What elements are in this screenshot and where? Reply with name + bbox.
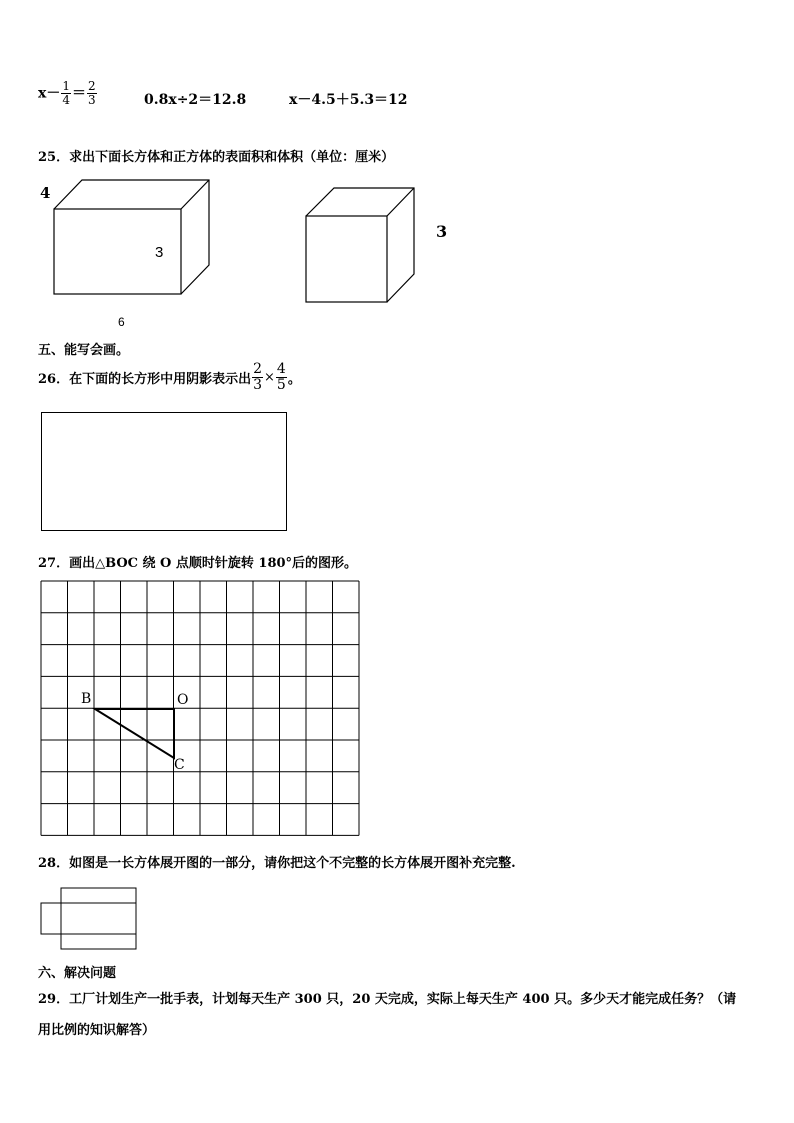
equation-2: 0.8x÷2＝12.8	[144, 92, 247, 108]
cuboid-length-label: 6	[118, 315, 125, 329]
fraction-numerator: 2	[253, 360, 263, 377]
equation-1-prefix: x－	[38, 85, 61, 102]
point-b-label: B	[81, 691, 92, 707]
question-29-line-1: 29．工厂计划生产一批手表，计划每天生产 300 只，20 天完成，实际上每天生产 400 只。多少天才能完成任务？（请	[38, 992, 737, 1007]
net-center-column	[61, 888, 136, 949]
equals-sign: ＝	[72, 85, 86, 102]
fraction-denominator: 3	[88, 93, 96, 107]
fraction-numerator: 1	[62, 79, 70, 93]
cuboid-height-label: 4	[40, 184, 51, 202]
question-26-suffix: 。	[287, 371, 301, 387]
cube-edge-label: 3	[436, 222, 448, 241]
question-28-text: 28．如图是一长方体展开图的一部分，请你把这个不完整的长方体展开图补充完整.	[38, 856, 516, 871]
question-25-text: 25．求出下面长方体和正方体的表面积和体积（单位：厘米）	[38, 150, 395, 165]
question-27-text: 27．画出△BOC 绕 O 点顺时针旋转 180°后的图形。	[38, 556, 358, 571]
fraction-denominator: 4	[62, 93, 70, 107]
equation-3: x－4.5＋5.3＝12	[289, 92, 408, 108]
point-o-label: O	[177, 692, 189, 708]
net-side-face	[41, 903, 61, 934]
cuboid-width-label: 3	[155, 244, 164, 261]
point-c-label: C	[174, 757, 185, 773]
section-6-title: 六、解决问题	[38, 966, 117, 981]
fraction-numerator: 4	[276, 360, 286, 377]
fraction-denominator: 5	[276, 376, 286, 393]
question-29-line-2: 用比例的知识解答）	[38, 1023, 156, 1038]
fraction-numerator: 2	[88, 79, 96, 93]
section-5-title: 五、能写会画。	[38, 343, 130, 358]
question-26-prefix: 26．在下面的长方形中用阴影表示出	[38, 371, 252, 387]
fraction-denominator: 3	[253, 376, 263, 393]
times-sign: ×	[264, 369, 275, 385]
